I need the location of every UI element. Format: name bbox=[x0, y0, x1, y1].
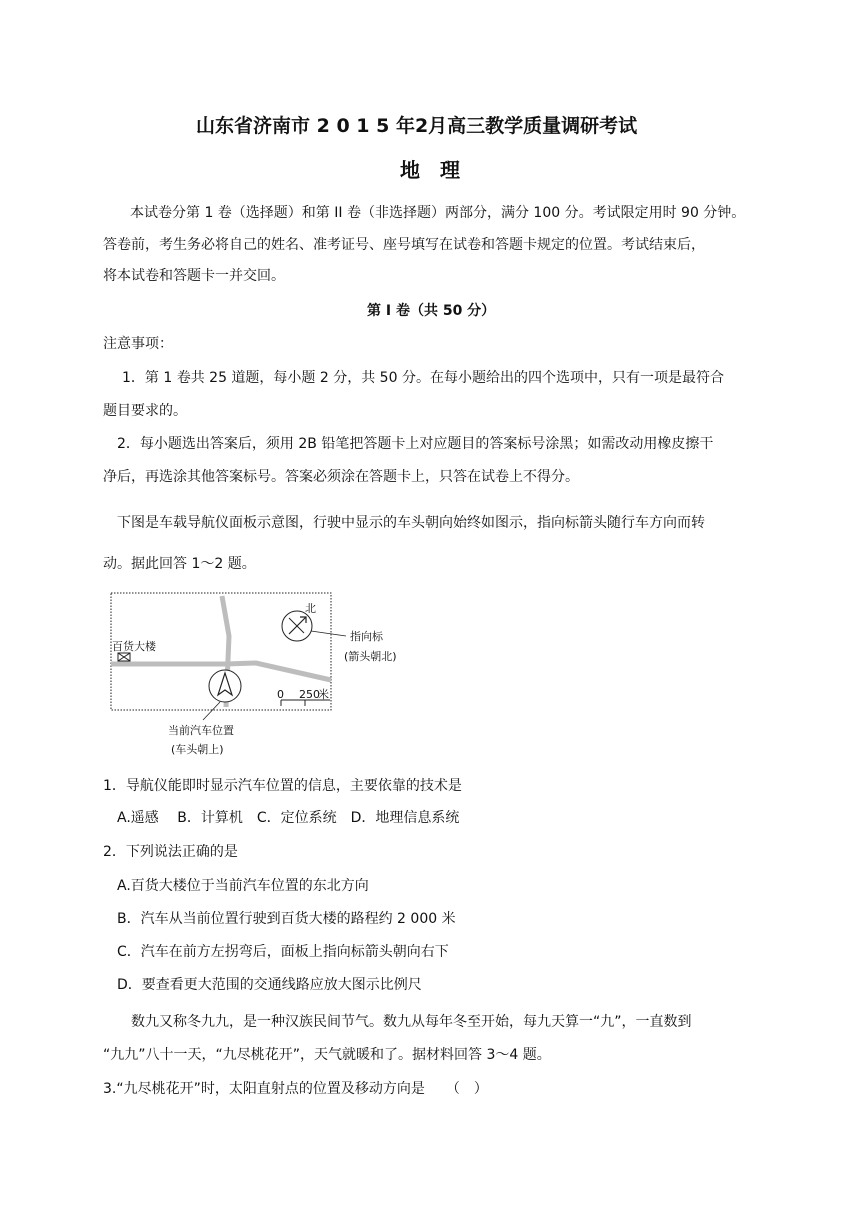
question-1-stem: 1．导航仪能即时显示汽车位置的信息，主要依靠的技术是 bbox=[103, 778, 462, 794]
question-3-stem: 3.“九尽桃花开”时，太阳直射点的位置及移动方向是 （ ） bbox=[103, 1081, 488, 1097]
pointer-note: (箭头朝北) bbox=[344, 650, 397, 663]
section-title: 第 I 卷（共 50 分） bbox=[367, 303, 496, 319]
pointer-label: 指向标 bbox=[350, 630, 383, 643]
north-label: 北 bbox=[305, 602, 316, 615]
car-icon bbox=[209, 670, 241, 702]
car-leader bbox=[203, 702, 220, 720]
scale-unit: 米 bbox=[318, 688, 329, 701]
scale-zero: 0 bbox=[277, 688, 284, 701]
question-2-option-a: A.百货大楼位于当前汽车位置的东北方向 bbox=[117, 878, 369, 894]
intro-line-2: 答卷前，考生务必将自己的姓名、准考证号、座号填写在试卷和答题卡规定的位置。考试结束后， bbox=[103, 237, 705, 253]
pointer-leader bbox=[311, 631, 346, 636]
exam-title: 山东省济南市 2 0 1 5 年2月高三教学质量调研考试 bbox=[196, 115, 638, 137]
building-label: 百货大楼 bbox=[112, 640, 156, 653]
notes-heading: 注意事项： bbox=[103, 336, 173, 352]
question-1-options: A.遥感 B．计算机 C．定位系统 D．地理信息系统 bbox=[117, 810, 460, 826]
subject-title: 地理 bbox=[400, 158, 480, 182]
scale-value: 250 bbox=[299, 688, 320, 701]
note-1-line-2: 题目要求的。 bbox=[103, 403, 187, 419]
pointer-icon bbox=[282, 611, 312, 641]
navigation-panel-figure bbox=[108, 590, 397, 765]
question-2-option-b: B．汽车从当前位置行驶到百货大楼的路程约 2 000 米 bbox=[117, 911, 456, 927]
question-2-stem: 2．下列说法正确的是 bbox=[103, 844, 238, 860]
note-1-line-1: 1．第 1 卷共 25 道题，每小题 2 分，共 50 分。在每小题给出的四个选项中，只有一项是最符合 bbox=[122, 370, 724, 386]
car-note: (车头朝上) bbox=[171, 743, 224, 756]
passage-1-line-2: 动。据此回答 1～2 题。 bbox=[103, 556, 256, 572]
passage-2-line-1: 数九又称冬九九，是一种汉族民间节气。数九从每年冬至开始，每九天算一“九”，一直数到 bbox=[131, 1014, 692, 1030]
intro-line-1: 本试卷分第 1 卷（选择题）和第 II 卷（非选择题）两部分，满分 100 分。考试限定用时 90 分钟。 bbox=[130, 205, 746, 221]
note-2-line-1: 2．每小题选出答案后，须用 2B 铅笔把答题卡上对应题目的答案标号涂黑；如需改动用橡皮擦干 bbox=[117, 436, 714, 452]
note-2-line-2: 净后，再选涂其他答案标号。答案必须涂在答题卡上，只答在试卷上不得分。 bbox=[103, 469, 579, 485]
passage-1-line-1: 下图是车载导航仪面板示意图，行驶中显示的车头朝向始终如图示，指向标箭头随行车方向而转 bbox=[117, 515, 705, 531]
passage-2-line-2: “九九”八十一天，“九尽桃花开”，天气就暖和了。据材料回答 3～4 题。 bbox=[103, 1047, 551, 1063]
building-icon bbox=[118, 653, 130, 661]
car-label: 当前汽车位置 bbox=[168, 724, 234, 737]
question-2-option-d: D．要查看更大范围的交通线路应放大图示比例尺 bbox=[117, 977, 422, 993]
question-2-option-c: C．汽车在前方左拐弯后，面板上指向标箭头朝向右下 bbox=[117, 944, 449, 960]
intro-line-3: 将本试卷和答题卡一并交回。 bbox=[103, 268, 285, 284]
